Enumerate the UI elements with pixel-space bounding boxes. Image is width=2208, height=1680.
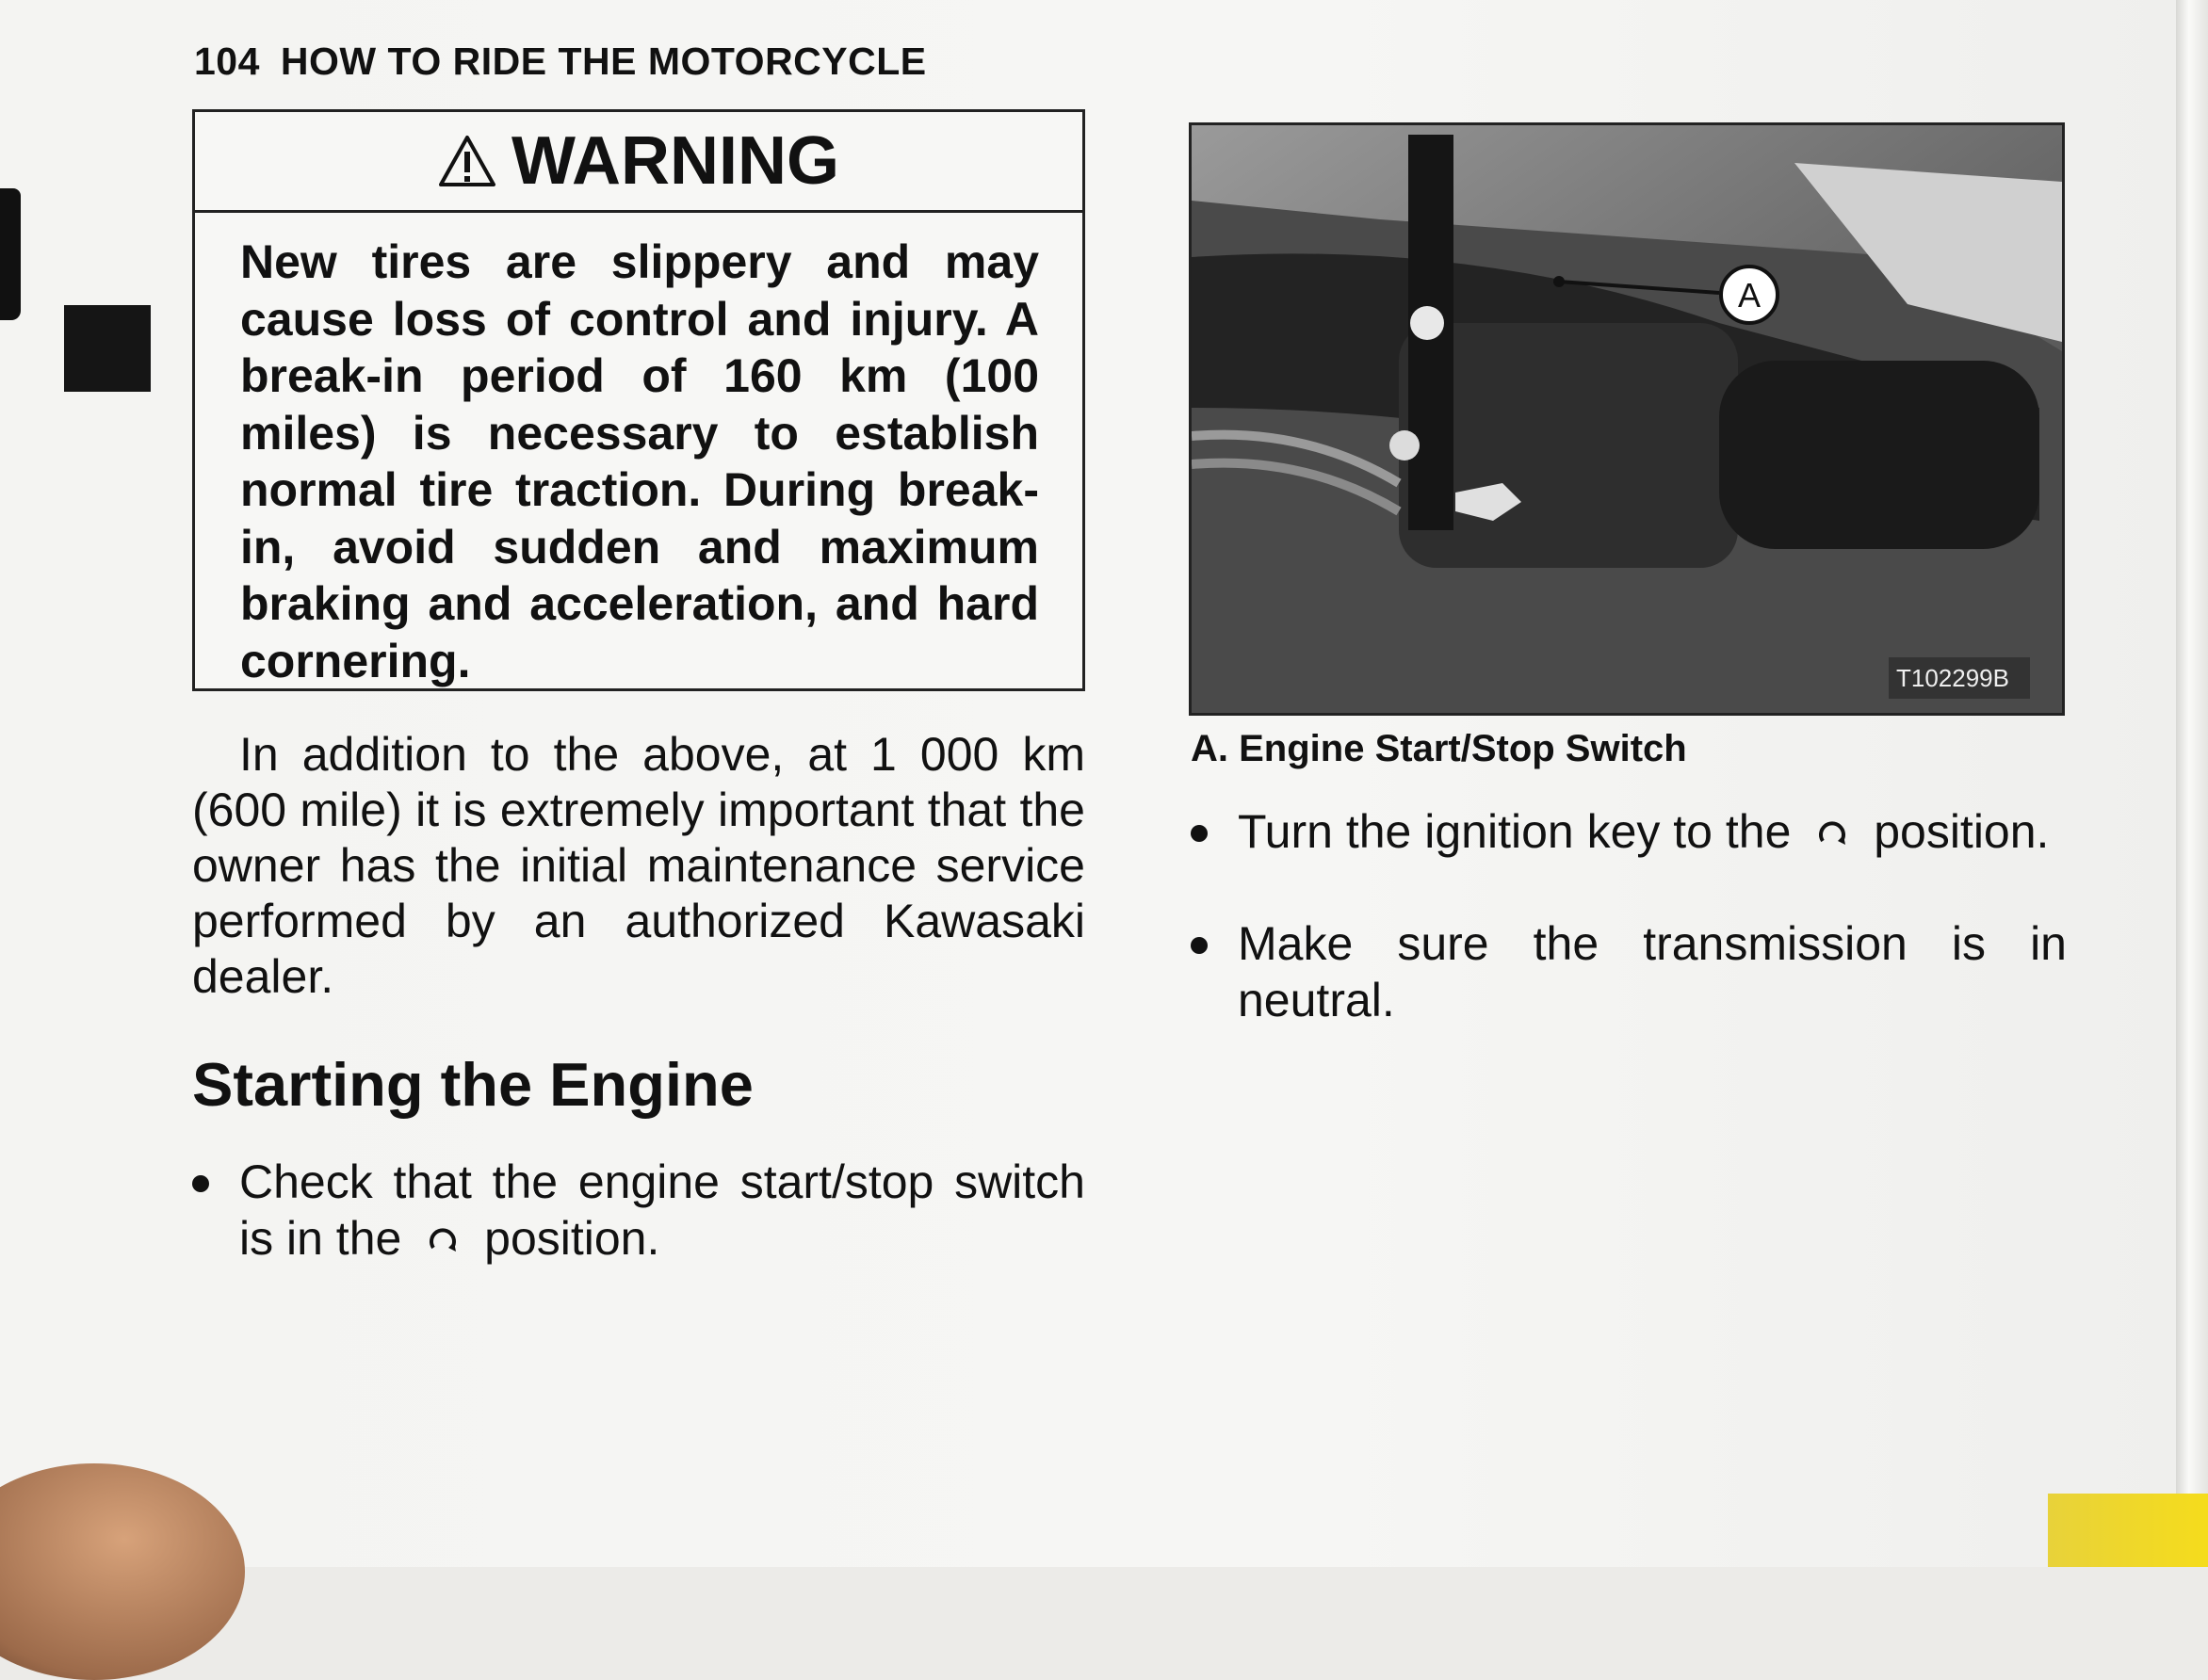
bullet-dot bbox=[192, 1175, 209, 1192]
book-spine bbox=[2176, 0, 2208, 1567]
list-item: Make sure the transmission is in neutral. bbox=[1191, 916, 2067, 1028]
page-number: 104 bbox=[194, 40, 260, 83]
list-item: Check that the engine start/stop switch is in the position. bbox=[192, 1155, 1085, 1269]
figure-code: T102299B bbox=[1896, 664, 2009, 692]
chapter-title: HOW TO RIDE THE MOTORCYCLE bbox=[280, 40, 927, 83]
figure-photo bbox=[1189, 122, 2065, 716]
callout-a: A bbox=[1737, 276, 1762, 315]
warning-header bbox=[195, 112, 1082, 213]
page-edge-mark bbox=[0, 188, 21, 320]
warning-triangle-icon bbox=[438, 135, 496, 187]
warning-text: New tires are slippery and may cause loss of control and injury. A break-in period of 160 km (100 miles) is necessary to establish normal tire traction. During break-in, avoid sudden and maximum braking and acceleration, and hard cornering. bbox=[240, 235, 1039, 687]
ignition-on-position-icon bbox=[1815, 807, 1849, 864]
handlebar-switch-photo bbox=[1192, 125, 2062, 713]
section-heading: Starting the Engine bbox=[192, 1050, 754, 1119]
page-header bbox=[194, 40, 927, 84]
bullet-dot bbox=[1191, 937, 1208, 954]
bullet-dot bbox=[1191, 825, 1208, 842]
warning-box bbox=[192, 109, 1085, 691]
warning-title: WARNING bbox=[511, 123, 839, 199]
section-thumb-tab bbox=[64, 305, 151, 392]
maintenance-text: In addition to the above, at 1 000 km (600 mile) it is extremely important that the owner has the initial maintenance service performed by an authorized Kawasaki dealer. bbox=[192, 728, 1085, 1003]
list-item: Turn the ignition key to the position. bbox=[1191, 804, 2067, 864]
maintenance-paragraph bbox=[192, 727, 1085, 1005]
yellow-page-tab bbox=[2048, 1494, 2208, 1567]
engine-run-position-icon bbox=[426, 1214, 460, 1270]
finger-shadow bbox=[0, 1463, 245, 1680]
figure-caption: A. Engine Start/Stop Switch bbox=[1191, 728, 1687, 769]
